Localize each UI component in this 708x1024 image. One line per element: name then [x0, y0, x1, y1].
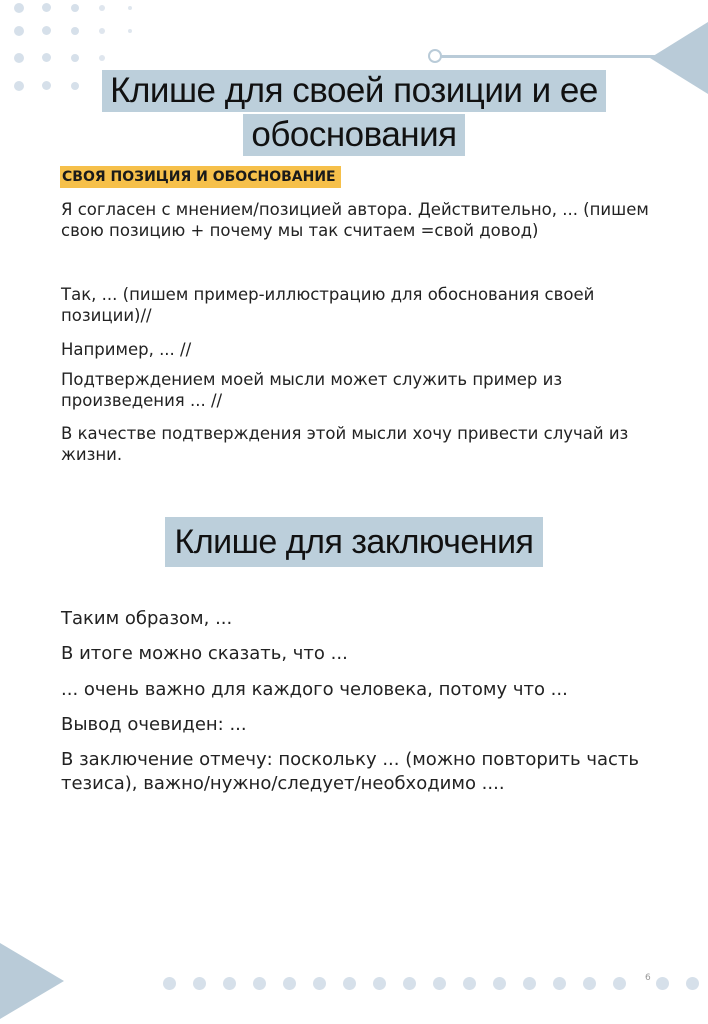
decor-dot — [71, 27, 79, 35]
section1-paragraph: Например, ... // — [61, 340, 192, 359]
section1-title-line1: Клише для своей позиции и ее — [102, 70, 606, 112]
decor-dot — [14, 53, 24, 63]
decor-dot — [71, 54, 79, 62]
section2-paragraph: В заключение отмечу: поскольку ... (можно повторить часть тезиса), важно/нужно/следует/необходимо .... — [61, 749, 640, 794]
decor-line — [440, 55, 662, 58]
section1-title — [0, 70, 708, 156]
section2-paragraph: Вывод очевиден: ... — [61, 714, 247, 735]
decor-dot — [583, 977, 596, 990]
decor-dot — [128, 29, 132, 33]
page-number: 6 — [645, 973, 651, 983]
section1-paragraph: Так, ... (пишем пример-иллюстрацию для обоснования своей позиции)// — [61, 285, 595, 325]
decor-dot — [128, 6, 132, 10]
decor-dot — [163, 977, 176, 990]
decor-dot — [14, 3, 24, 13]
decor-dot — [99, 28, 105, 34]
section1-title-line2: обоснования — [243, 114, 464, 156]
section2-title-text: Клише для заключения — [165, 517, 544, 567]
decor-dot — [223, 977, 236, 990]
decor-dot — [99, 55, 105, 61]
decor-triangle-bottom-left — [0, 943, 64, 1019]
section2-paragraph: ... очень важно для каждого человека, потому что ... — [61, 679, 568, 700]
section2-paragraph: В итоге можно сказать, что ... — [61, 643, 348, 664]
decor-dot — [42, 26, 51, 35]
decor-dot — [99, 5, 105, 11]
section1-paragraph: Я согласен с мнением/позицией автора. Действительно, ... (пишем свою позицию + почему мы так считаем =свой довод) — [61, 200, 649, 240]
decor-dot — [283, 977, 296, 990]
decor-dot — [253, 977, 266, 990]
decor-dot — [403, 977, 416, 990]
decor-dot — [42, 53, 51, 62]
decor-dot — [14, 26, 24, 36]
decor-dot — [193, 977, 206, 990]
section2-title — [0, 517, 708, 567]
decor-dot — [463, 977, 476, 990]
decor-dot — [656, 977, 669, 990]
decor-dot — [71, 4, 79, 12]
decor-dot — [493, 977, 506, 990]
section1-paragraph: В качестве подтверждения этой мысли хочу привести случай из жизни. — [61, 424, 629, 464]
section1-paragraph: Подтверждением моей мысли может служить пример из произведения ... // — [61, 370, 563, 410]
decor-dot — [433, 977, 446, 990]
decor-dot — [523, 977, 536, 990]
decor-ring — [428, 49, 442, 63]
decor-dot — [343, 977, 356, 990]
decor-dot — [613, 977, 626, 990]
decor-dot — [313, 977, 326, 990]
decor-dot — [686, 977, 699, 990]
decor-dot — [373, 977, 386, 990]
section2-paragraph: Таким образом, ... — [61, 608, 233, 629]
section1-subheading: СВОЯ ПОЗИЦИЯ И ОБОСНОВАНИЕ — [60, 166, 341, 188]
decor-dot — [553, 977, 566, 990]
decor-dot — [42, 3, 51, 12]
